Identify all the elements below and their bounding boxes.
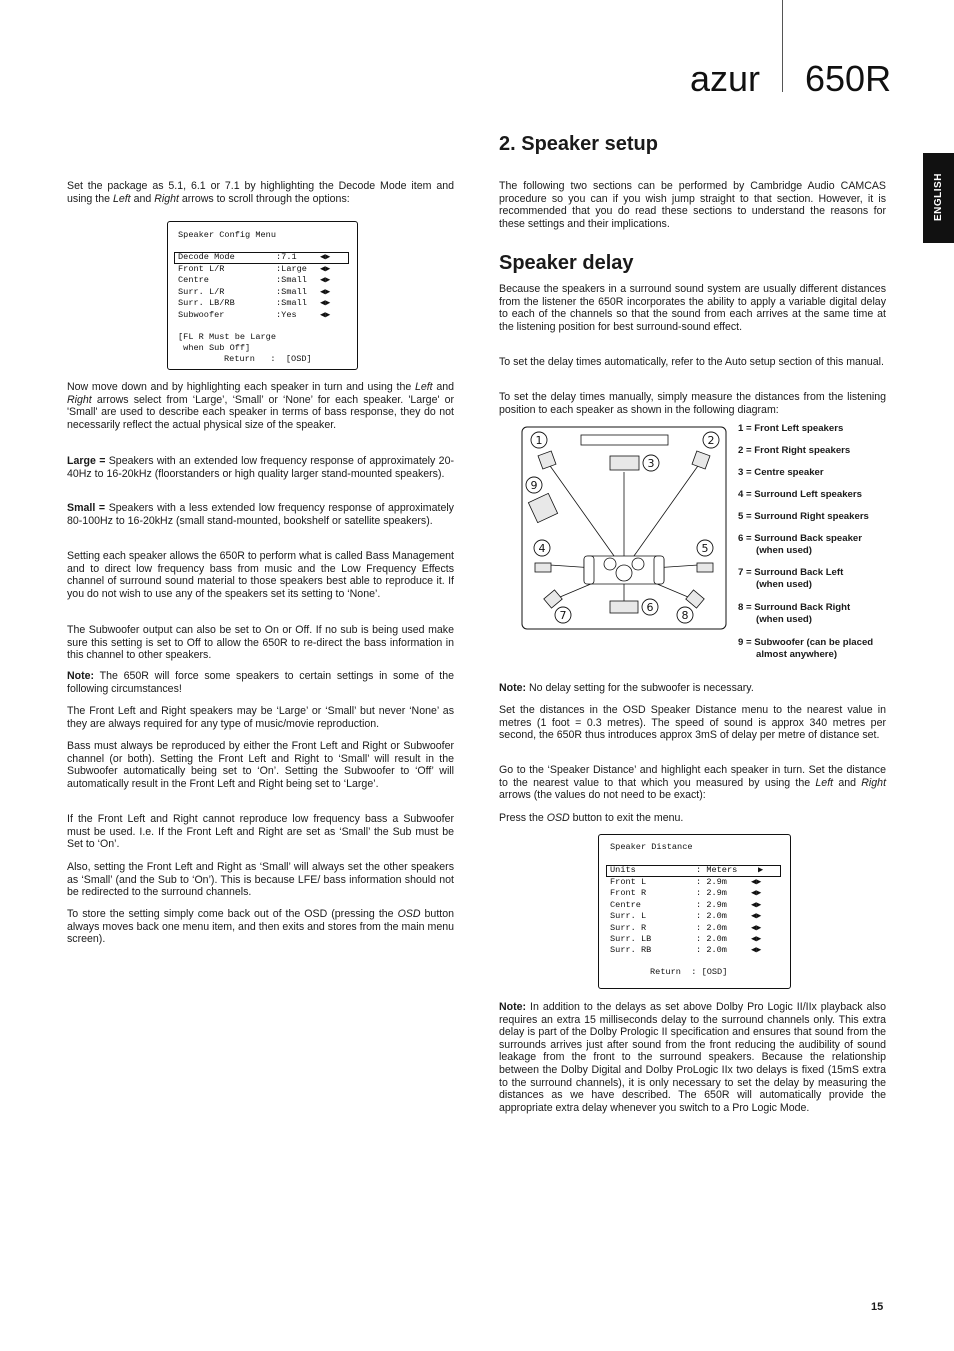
legend-item: [738, 567, 888, 591]
left-p12: To store the setting simply come back out of the OSD (pressing the OSD button always moves back one menu item, and then exits and stores from the main menu screen).: [67, 908, 454, 946]
label-9: 9: [530, 479, 538, 492]
config-row-value: :Small: [276, 298, 307, 308]
legend-item-subtext: (when used): [756, 545, 812, 556]
legend-item-text: 9 = Subwoofer (can be placed: [738, 637, 874, 648]
legend-item: [738, 637, 888, 661]
distance-row-value: : 2.0m: [696, 911, 727, 922]
legend-item: [738, 445, 888, 457]
brand-name: azur: [690, 58, 761, 99]
speaker-surround-back: [610, 601, 638, 613]
legend-item-text: 3 = Centre speaker: [738, 467, 824, 478]
speaker-surround-left: [535, 563, 551, 572]
label-7: 7: [559, 609, 567, 622]
speaker-distance-menu: [598, 834, 791, 989]
legend-item-subtext: (when used): [756, 579, 812, 590]
page-number: 15: [871, 1301, 884, 1313]
legend-item: [738, 467, 888, 479]
distance-row-arrows: ◀▶: [751, 911, 762, 922]
config-row-arrows: ◀▶: [320, 286, 331, 297]
label-8: 8: [681, 609, 689, 622]
distance-row-value: : 2.0m: [696, 945, 727, 956]
distance-row-label: Centre: [610, 899, 641, 910]
distance-row-arrows: ◀▶: [751, 899, 762, 910]
left-p11: Also, setting the Front Left and Right as ‘Small’ will always set the other speakers as ‘Small’ (and the Sub to ‘On’). This is because LFE/ bass information should not be redirected to the surround channels.: [67, 861, 454, 899]
right-p7: Go to the ‘Speaker Distance’ and highlight each speaker in turn. Set the distance to the nearest value to that which you measured by using the Left and Right arrows (the values do not need to be exact):: [499, 764, 887, 802]
legend-item-text: 6 = Surround Back speaker: [738, 533, 862, 544]
label-3: 3: [647, 457, 655, 470]
config-row-arrows: ◀▶: [320, 275, 331, 285]
config-row-value: :7.1: [276, 252, 297, 262]
tv-screen: [581, 435, 668, 445]
speaker-layout-diagram: [520, 425, 728, 631]
distance-row-value: : 2.9m: [696, 888, 727, 899]
distance-row-label: Surr. R: [610, 922, 647, 933]
config-row-value: :Large: [276, 263, 307, 274]
config-row-label: Decode Mode: [178, 252, 235, 262]
legend-item-subtext: (when used): [756, 614, 812, 625]
config-row-label: Subwoofer: [178, 309, 225, 320]
sofa: [584, 556, 664, 584]
speaker-centre: [610, 456, 639, 470]
right-p3: To set the delay times automatically, refer to the Auto setup section of this manual.: [499, 356, 884, 368]
legend-item-text: 1 = Front Left speakers: [738, 423, 844, 434]
config-row-label: Surr. LB/RB: [178, 298, 235, 308]
menu-return: Return : [OSD]: [224, 354, 312, 364]
units-label: Units: [610, 865, 636, 875]
right-p4: To set the delay times manually, simply measure the distances from the listening position to each speaker as shown in the following diagram:: [499, 391, 886, 416]
legend-item: [738, 489, 888, 501]
right-p5: Note: No delay setting for the subwoofer is necessary.: [499, 682, 754, 694]
right-p9: Note: In addition to the delays as set above Dolby Pro Logic II/IIx playback also requires an extra 15 milliseconds delay to the surround channels only. This extra delay is part of the Dolby Prologic II specification and ensures that sound from the surrounds arrives just after sound from the front reducing the audibility of sound leakage from the front to the surround speakers. Because the relationship between the Dolby Digital and Dolby ProLogic IIx two delays is fixed (15mS extra to the surround channels), it is only necessary to set the delay by measuring the distances as we have described. The 650R will automatically provide the appropriate extra delay whenever you switch to a Pro Logic Mode.: [499, 1001, 886, 1114]
legend-item-subtext: almost anywhere): [756, 649, 838, 660]
section-heading-speaker-setup: 2. Speaker setup: [499, 133, 658, 155]
left-p3: Large = Speakers with an extended low frequency response of approximately 20-40Hz to 16-20kHz (floorstanders or high quality larger stand-mounted speakers).: [67, 455, 454, 480]
left-p5: Setting each speaker allows the 650R to perform what is called Bass Management and to direct low frequency bass from music and the Low Frequency Effects channel of surround sound material to those speakers best able to reproduce it. If you do not wish to use any of the speakers set its setting to ‘None’.: [67, 550, 454, 600]
distance-row-value: : 2.9m: [696, 877, 727, 887]
left-p8: The Front Left and Right speakers may be ‘Large’ or ‘Small’ but never ‘None’ as they are always required for any type of music/movie reproduction.: [67, 705, 454, 730]
section-heading-speaker-delay: Speaker delay: [499, 252, 634, 274]
language-tab-label: ENGLISH: [933, 173, 944, 221]
distance-row-arrows: ◀▶: [751, 934, 762, 944]
legend-item-text: 7 = Surround Back Left: [738, 567, 844, 578]
distance-row-value: : 2.0m: [696, 922, 727, 933]
legend-item-text: 4 = Surround Left speakers: [738, 489, 862, 500]
label-6: 6: [646, 601, 654, 614]
config-row-arrows: ◀▶: [320, 309, 331, 320]
config-row-label: Surr. L/R: [178, 286, 225, 297]
distance-menu-return: Return : [OSD]: [650, 967, 728, 977]
distance-row-value: : 2.0m: [696, 934, 727, 944]
config-row-label: Centre: [178, 275, 209, 285]
left-p9: Bass must always be reproduced by either the Front Left and Right or Subwoofer channel (or both). Setting the Front Left and Right to ‘Small’ will result in the Subwoofer automatically being set to ‘On’. Setting the Subwoofer to ‘Off’ will automatically result in the Front Left and Right being set to ‘Large’.: [67, 740, 454, 790]
legend-item: [738, 533, 888, 557]
legend-item: [738, 602, 888, 626]
model-name: 650R: [805, 58, 892, 99]
menu-note-1: [FL R Must be Large: [178, 332, 276, 342]
header-divider: [782, 0, 783, 92]
right-p6: Set the distances in the OSD Speaker Distance menu to the nearest value in metres (1 foot = 0.3 metres). The speed of sound is approx 340 metres per second, the 650R thus introduces approx 3mS of delay per metre of distance set.: [499, 704, 886, 742]
distance-row-value: : 2.9m: [696, 899, 727, 910]
left-intro: Set the package as 5.1, 6.1 or 7.1 by highlighting the Decode Mode item and using the Left and Right arrows to scroll through the options:: [67, 180, 454, 205]
legend-item: [738, 511, 888, 523]
config-row-arrows: ◀▶: [320, 298, 331, 308]
distance-menu-title: Speaker Distance: [610, 842, 693, 852]
left-p2: Now move down and by highlighting each speaker in turn and using the Left and Right arrows select from ‘Large’, ‘Small’ or ‘None’ for each speaker. 'Large' or 'Small' are used to describe each speaker in terms of bass response, they do not necessarily reflect the actual physical size of the speaker.: [67, 381, 454, 431]
left-p10: If the Front Left and Right cannot reproduce low frequency bass a Subwoofer must be used. I.e. If the Front Left and Right are set as ‘Small’ the Sub must be Set to ‘On’.: [67, 813, 454, 851]
config-row-value: :Yes: [276, 309, 297, 320]
label-4: 4: [538, 542, 546, 555]
left-p4: Small = Speakers with a less extended low frequency response of approximately 80-100Hz to 16-20kHz (small stand-mounted, bookshelf or satellite speakers).: [67, 502, 454, 527]
config-row-arrows: ◀▶: [320, 263, 331, 274]
units-value: : Meters: [696, 865, 738, 875]
left-p7: Note: The 650R will force some speakers to certain settings in some of the following circumstances!: [67, 670, 454, 695]
distance-row-label: Surr. LB: [610, 934, 652, 944]
speaker-config-menu: [167, 221, 358, 370]
label-2: 2: [707, 434, 715, 447]
legend-item-text: 5 = Surround Right speakers: [738, 511, 869, 522]
distance-row-label: Front L: [610, 877, 647, 887]
left-p6: The Subwoofer output can also be set to On or Off. If no sub is being used make sure this setting is set to Off to allow the 650R to re-direct the bass information in this channel to other speakers.: [67, 624, 454, 662]
label-1: 1: [535, 434, 543, 447]
units-arrow: ▶: [758, 865, 764, 875]
config-row-value: :Small: [276, 275, 307, 285]
speaker-surround-right: [697, 563, 713, 572]
config-row-label: Front L/R: [178, 263, 225, 274]
distance-row-arrows: ◀▶: [751, 922, 762, 933]
right-p8: Press the OSD button to exit the menu.: [499, 812, 684, 824]
distance-row-label: Surr. L: [610, 911, 647, 922]
right-p2: Because the speakers in a surround sound system are usually different distances from the listener the 650R incorporates the ability to apply a variable digital delay to each of the channels so that the sound from each arrives at the same time at the listening position for best surround-sound effect.: [499, 283, 886, 333]
right-p1: The following two sections can be performed by Cambridge Audio CAMCAS procedure so you can if you wish jump straight to that section. However, it is recommended that you do read these sections to understand the reasons for these settings and their implications.: [499, 180, 886, 230]
language-tab: [923, 153, 954, 243]
legend-item: [738, 423, 888, 435]
distance-row-label: Front R: [610, 888, 647, 899]
config-row-value: :Small: [276, 286, 307, 297]
menu-title: Speaker Config Menu: [178, 230, 276, 240]
distance-row-arrows: ◀▶: [751, 877, 762, 887]
legend-item-text: 2 = Front Right speakers: [738, 445, 851, 456]
label-5: 5: [701, 542, 709, 555]
distance-row-arrows: ◀▶: [751, 888, 762, 899]
menu-note-2: when Sub Off]: [178, 343, 251, 353]
distance-row-arrows: ◀▶: [751, 945, 762, 956]
distance-row-label: Surr. RB: [610, 945, 652, 956]
legend-item-text: 8 = Surround Back Right: [738, 602, 851, 613]
config-row-arrows: ◀▶: [320, 252, 331, 262]
